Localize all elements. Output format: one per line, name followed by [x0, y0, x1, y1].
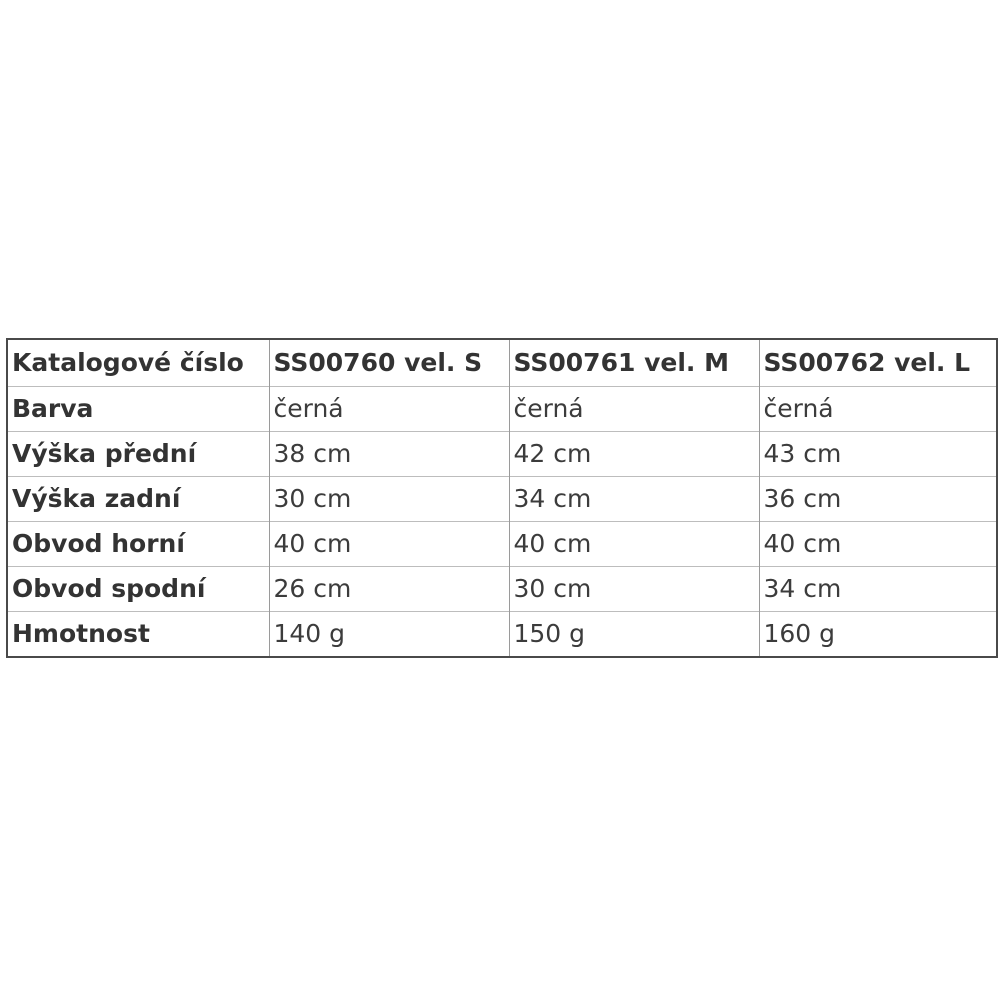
header-cell-size-s: SS00760 vel. S	[269, 339, 509, 387]
row-label: Výška zadní	[7, 477, 269, 522]
row-label: Výška přední	[7, 432, 269, 477]
table-cell: 34 cm	[509, 477, 759, 522]
table-cell: 150 g	[509, 612, 759, 658]
row-label: Obvod horní	[7, 522, 269, 567]
table-cell: 43 cm	[759, 432, 997, 477]
row-label: Barva	[7, 387, 269, 432]
header-cell-catalog-number: Katalogové číslo	[12, 348, 244, 377]
table-row-weight	[7, 612, 997, 658]
table-cell: 40 cm	[509, 522, 759, 567]
row-label: Hmotnost	[7, 612, 269, 658]
table-cell: 26 cm	[269, 567, 509, 612]
table-row-upper-circumference	[7, 522, 997, 567]
table-row-lower-circumference	[7, 567, 997, 612]
table-cell: černá	[509, 387, 759, 432]
table-header-row	[7, 339, 997, 387]
table-cell: 34 cm	[759, 567, 997, 612]
table-cell: 36 cm	[759, 477, 997, 522]
table-cell: 30 cm	[269, 477, 509, 522]
table-cell: 30 cm	[509, 567, 759, 612]
table-cell: 42 cm	[509, 432, 759, 477]
table-cell: 160 g	[759, 612, 997, 658]
table-row-front-height	[7, 432, 997, 477]
table-cell: 38 cm	[269, 432, 509, 477]
table-cell: černá	[269, 387, 509, 432]
header-cell-size-m: SS00761 vel. M	[509, 339, 759, 387]
table-row-back-height	[7, 477, 997, 522]
table-cell: 40 cm	[759, 522, 997, 567]
header-cell-size-l: SS00762 vel. L	[759, 339, 997, 387]
table-cell: 40 cm	[269, 522, 509, 567]
table-cell: černá	[759, 387, 997, 432]
table-row-color	[7, 387, 997, 432]
table-cell: 140 g	[269, 612, 509, 658]
row-label: Obvod spodní	[7, 567, 269, 612]
product-spec-table	[6, 338, 998, 658]
